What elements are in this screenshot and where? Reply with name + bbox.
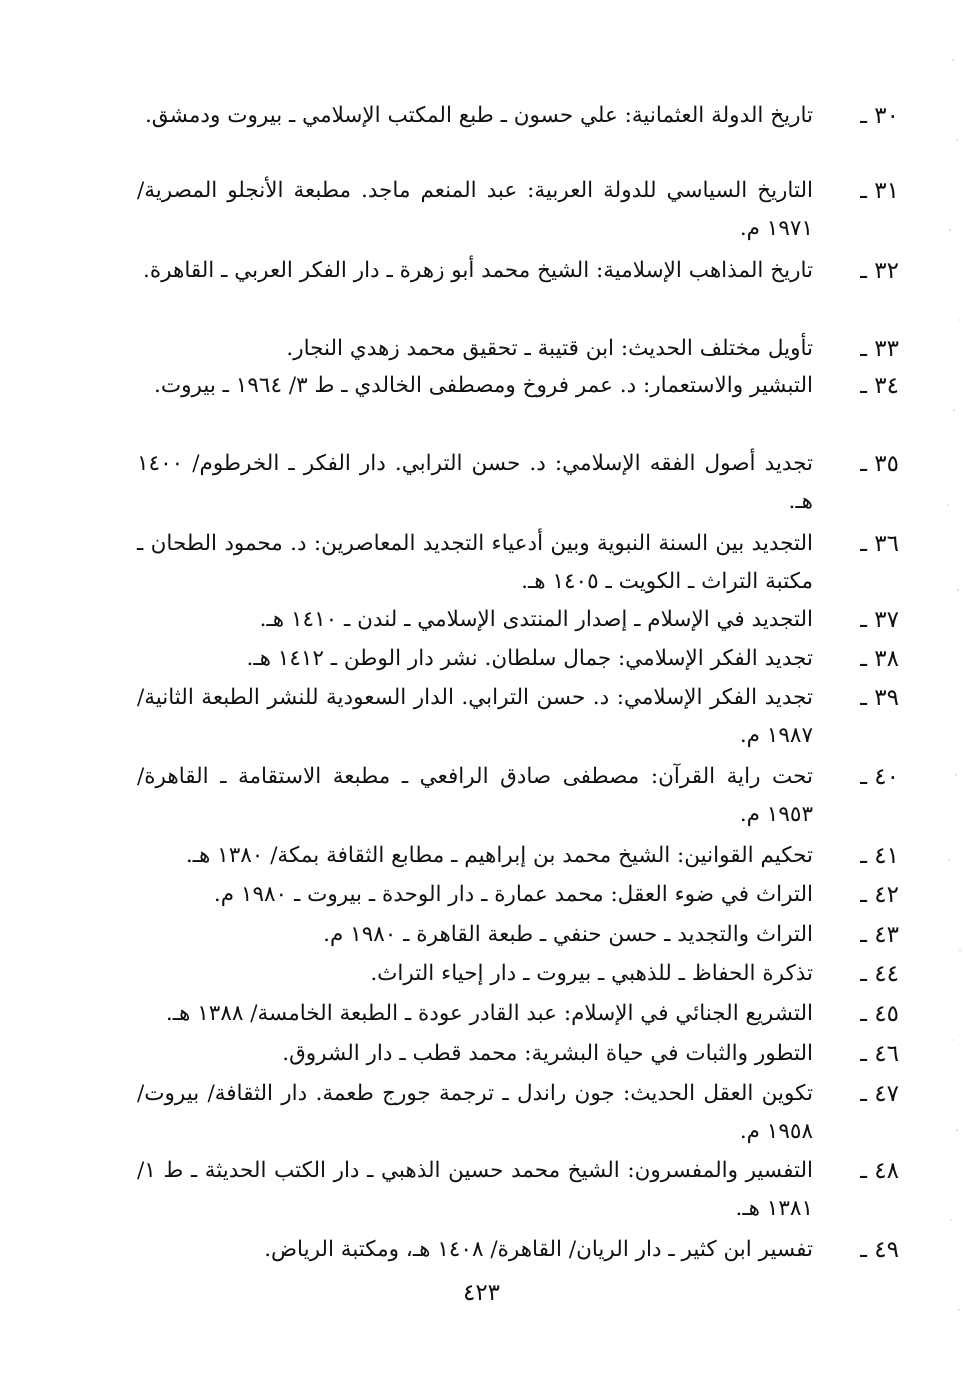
entry-number: ٤٧ ـ bbox=[860, 1081, 899, 1107]
page-number: ٤٢٣ bbox=[462, 1280, 501, 1306]
entry-text: التشريع الجنائي في الإسلام: عبد القادر عودة ـ الطبعة الخامسة/ ١٣٨٨ هـ. bbox=[165, 1001, 813, 1026]
entry-number: ٤٥ ـ bbox=[860, 1001, 899, 1027]
entry-text: التراث في ضوء العقل: محمد عمارة ـ دار الوحدة ـ بيروت ـ ١٩٨٠ م. bbox=[213, 882, 813, 907]
entry-number: ٤٤ ـ bbox=[860, 961, 899, 987]
entry-number: ٤٣ ـ bbox=[860, 922, 899, 948]
entry-number: ٤٩ ـ bbox=[860, 1237, 899, 1263]
entry-number: ٣٩ ـ bbox=[860, 685, 899, 711]
entry-text: تفسير ابن كثير ـ دار الريان/ القاهرة/ ١٤٠٨ هـ، ومكتبة الرياض. bbox=[264, 1237, 813, 1262]
entry-number: ٤٠ ـ bbox=[860, 764, 899, 790]
entry-number: ٣١ ـ bbox=[860, 178, 899, 204]
entry-text: التفسير والمفسرون: الشيخ محمد حسين الذهبي ـ دار الكتب الحديثة ـ ط ١/ ١٣٨١ هـ. bbox=[137, 1158, 813, 1221]
entry-text: تحكيم القوانين: الشيخ محمد بن إبراهيم ـ مطابع الثقافة بمكة/ ١٣٨٠ هـ. bbox=[185, 843, 813, 868]
entry-text: التاريخ السياسي للدولة العربية: عبد المنعم ماجد. مطبعة الأنجلو المصرية/ ١٩٧١ م. bbox=[137, 178, 813, 241]
scan-edge-noise bbox=[923, 0, 963, 1375]
entry-number: ٤٦ ـ bbox=[860, 1041, 899, 1067]
entry-text: تجديد الفكر الإسلامي: د. حسن الترابي. الدار السعودية للنشر الطبعة الثانية/ ١٩٨٧ م. bbox=[137, 685, 813, 748]
entry-number: ٤١ ـ bbox=[860, 843, 899, 869]
entry-text: تحت راية القرآن: مصطفى صادق الرافعي ـ مطبعة الاستقامة ـ القاهرة/ ١٩٥٣ م. bbox=[137, 764, 813, 827]
entry-text: تأويل مختلف الحديث: ابن قتيبة ـ تحقيق محمد زهدي النجار. bbox=[286, 336, 813, 361]
entry-number: ٣٠ ـ bbox=[860, 103, 899, 129]
entry-number: ٣٧ ـ bbox=[860, 607, 899, 633]
entry-text: التجديد في الإسلام ـ إصدار المنتدى الإسلامي ـ لندن ـ ١٤١٠ هـ. bbox=[259, 607, 813, 632]
entry-number: ٣٤ ـ bbox=[860, 373, 899, 399]
entry-text: التجديد بين السنة النبوية وبين أدعياء التجديد المعاصرين: د. محمود الطحان ـ مكتبة التراث ـ الكويت ـ ١٤٠٥ هـ. bbox=[137, 531, 813, 594]
entry-text: التبشير والاستعمار: د. عمر فروخ ومصطفى الخالدي ـ ط ٣/ ١٩٦٤ ـ بيروت. bbox=[154, 373, 813, 398]
entry-number: ٣٣ ـ bbox=[860, 336, 899, 362]
entry-number: ٣٢ ـ bbox=[860, 258, 899, 284]
entry-text: تاريخ المذاهب الإسلامية: الشيخ محمد أبو زهرة ـ دار الفكر العربي ـ القاهرة. bbox=[143, 258, 813, 283]
entry-text: تجديد أصول الفقه الإسلامي: د. حسن الترابي. دار الفكر ـ الخرطوم/ ١٤٠٠ هـ. bbox=[137, 451, 813, 514]
entry-text: التراث والتجديد ـ حسن حنفي ـ طبعة القاهرة ـ ١٩٨٠ م. bbox=[323, 922, 813, 947]
entry-text: تاريخ الدولة العثمانية: علي حسون ـ طبع المكتب الإسلامي ـ بيروت ودمشق. bbox=[144, 103, 813, 128]
entry-number: ٤٨ ـ bbox=[860, 1158, 899, 1184]
entry-text: التطور والثبات في حياة البشرية: محمد قطب ـ دار الشروق. bbox=[282, 1041, 813, 1066]
entry-text: تكوين العقل الحديث: جون راندل ـ ترجمة جورج طعمة. دار الثقافة/ بيروت/ ١٩٥٨ م. bbox=[137, 1081, 813, 1144]
entry-number: ٤٢ ـ bbox=[860, 882, 899, 908]
entry-text: تذكرة الحفاظ ـ للذهبي ـ بيروت ـ دار إحياء التراث. bbox=[370, 961, 813, 986]
entry-number: ٣٦ ـ bbox=[860, 531, 899, 557]
entry-number: ٣٥ ـ bbox=[860, 451, 899, 477]
entry-text: تجديد الفكر الإسلامي: جمال سلطان. نشر دار الوطن ـ ١٤١٢ هـ. bbox=[246, 646, 813, 671]
entry-number: ٣٨ ـ bbox=[860, 646, 899, 672]
